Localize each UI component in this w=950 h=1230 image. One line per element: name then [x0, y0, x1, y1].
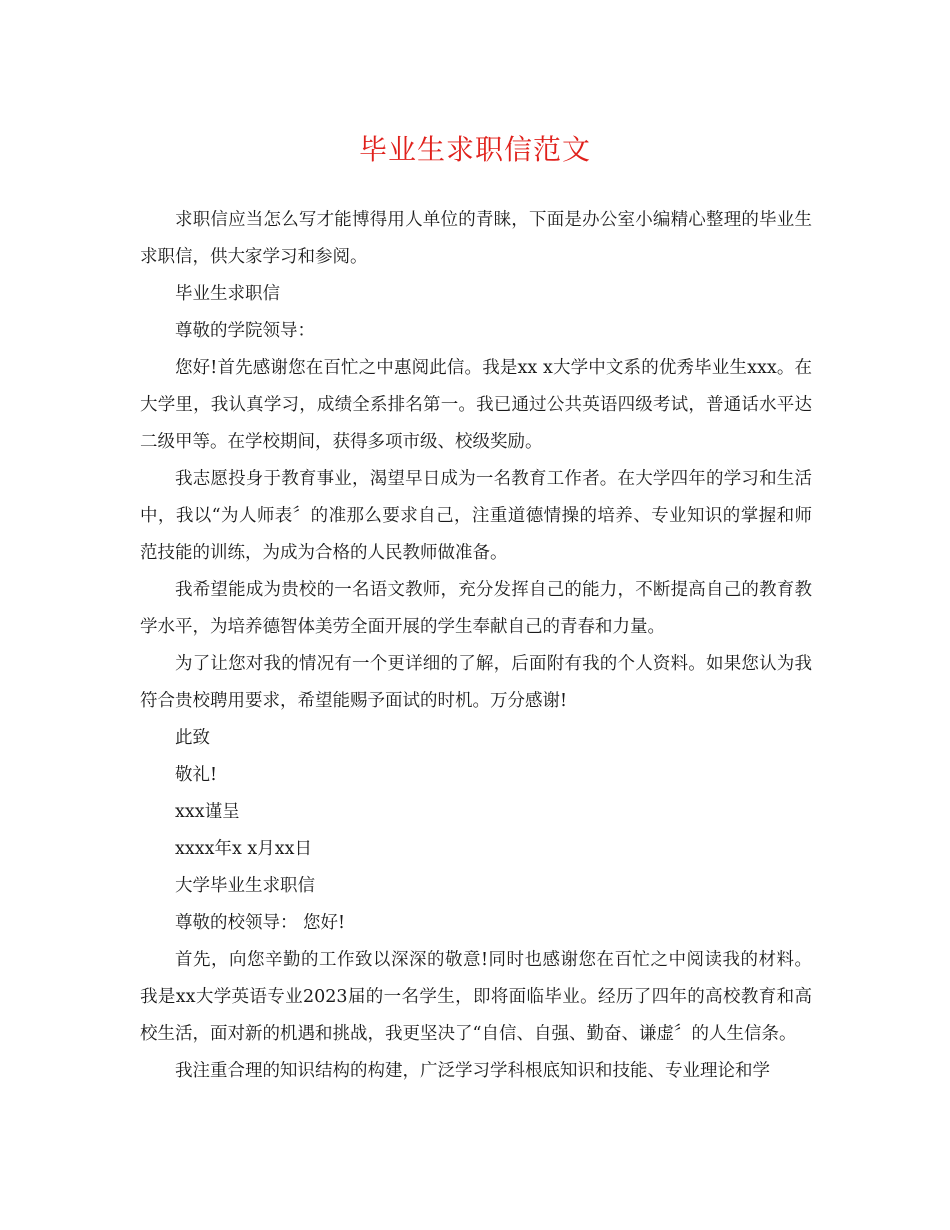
paragraph: xxx谨呈 [175, 802, 240, 822]
paragraph: 敬礼! [175, 765, 218, 785]
paragraph: 我希望能成为贵校的一名语文教师，充分发挥自己的能力，不断提高自己的教育教学水平，为培养德智体美劳全面开展的学生奉献自己的青春和力量。 [140, 580, 812, 637]
paragraph: 首先，向您辛勤的工作致以深深的敬意!同时也感谢您在百忙之中阅读我的材料。我是xx大学英语专业2023届的一名学生，即将面临毕业。经历了四年的高校教育和高校生活，面对新的机遇和挑战，我更坚决了“自信、自强、勤奋、谦虚〞的人生信条。 [140, 950, 812, 1044]
paragraph: 此致 [175, 728, 210, 748]
paragraph: 为了让您对我的情况有一个更详细的了解，后面附有我的个人资料。如果您认为我符合贵校聘用要求，希望能赐予面试的时机。万分感谢! [140, 654, 812, 711]
paragraph: 求职信应当怎么写才能博得用人单位的青睐，下面是办公室小编精心整理的毕业生求职信，供大家学习和参阅。 [140, 210, 812, 267]
paragraph: 您好!首先感谢您在百忙之中惠阅此信。我是xx x大学中文系的优秀毕业生xxx。在大学里，我认真学习，成绩全系排名第一。我已通过公共英语四级考试，普通话水平达二级甲等。在学校期间，获得多项市级、校级奖励。 [140, 358, 812, 452]
document-body [140, 202, 812, 1090]
document-title: 毕业生求职信范文 [358, 133, 591, 166]
paragraph: 尊敬的校领导： 您好! [175, 913, 346, 933]
paragraph: 我志愿投身于教育事业，渴望早日成为一名教育工作者。在大学四年的学习和生活中，我以“为人师表〞的准那么要求自己，注重道德情操的培养、专业知识的掌握和师范技能的训练，为成为合格的人民教师做准备。 [140, 469, 812, 563]
paragraph: 我注重合理的知识结构的构建，广泛学习学科根底知识和技能、专业理论和学 [175, 1061, 770, 1081]
paragraph: 尊敬的学院领导： [175, 321, 315, 341]
paragraph: xxxx年x x月xx日 [175, 839, 313, 859]
paragraph: 毕业生求职信 [175, 284, 280, 304]
paragraph: 大学毕业生求职信 [175, 876, 315, 896]
